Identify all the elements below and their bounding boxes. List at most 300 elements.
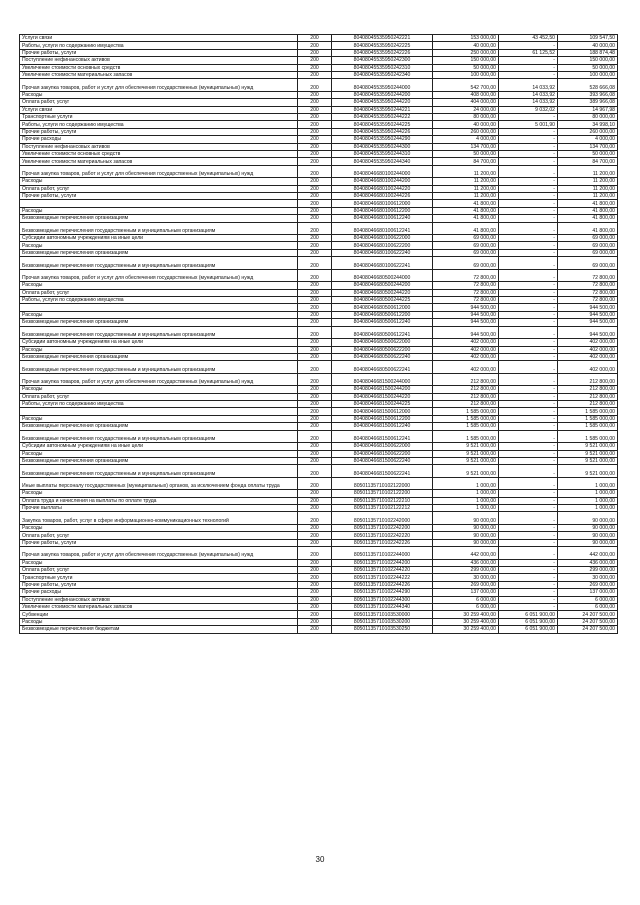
row-line-code: 200 [298, 249, 332, 256]
row-remaining-amount: 402 000,00 [558, 346, 618, 353]
row-remaining-amount: 24 207 500,00 [558, 626, 618, 633]
table-row [20, 91, 618, 98]
row-approved-amount: 40 000,00 [433, 42, 499, 49]
row-name: Увеличение стоимости материальных запасов [20, 603, 298, 610]
row-approved-amount: 80 000,00 [433, 114, 499, 121]
row-budget-code: 80501135710102122200 [332, 490, 433, 497]
row-budget-code: 80408046680100612200 [332, 207, 433, 214]
table-row [20, 524, 618, 531]
row-executed-amount: - [499, 547, 558, 560]
table-row [20, 35, 618, 42]
table-row [20, 505, 618, 512]
table-row [20, 618, 618, 625]
row-approved-amount: 1 585 000,00 [433, 430, 499, 443]
table-row [20, 282, 618, 289]
row-approved-amount: 11 200,00 [433, 165, 499, 178]
row-approved-amount: 100 000,00 [433, 71, 499, 78]
table-row [20, 193, 618, 200]
row-remaining-amount: 90 000,00 [558, 532, 618, 539]
row-line-code: 200 [298, 497, 332, 504]
budget-table-body [20, 35, 618, 634]
row-remaining-amount: 137 000,00 [558, 589, 618, 596]
row-budget-code: 80408045535950244000 [332, 79, 433, 92]
table-row [20, 346, 618, 353]
row-line-code: 200 [298, 581, 332, 588]
row-budget-code: 80501135710102244000 [332, 547, 433, 560]
row-name: Безвозмездные перечисления государственным и муниципальным организациям [20, 326, 298, 339]
row-approved-amount: 212 800,00 [433, 401, 499, 408]
table-row [20, 512, 618, 525]
row-line-code: 200 [298, 49, 332, 56]
row-executed-amount: - [499, 401, 558, 408]
table-row [20, 106, 618, 113]
row-name: Прочие работы, услуги [20, 539, 298, 546]
row-executed-amount: - [499, 574, 558, 581]
row-name [20, 408, 298, 415]
row-remaining-amount: 90 000,00 [558, 512, 618, 525]
row-line-code: 200 [298, 524, 332, 531]
row-executed-amount: - [499, 505, 558, 512]
row-remaining-amount: 212 800,00 [558, 373, 618, 386]
row-remaining-amount: 1 000,00 [558, 505, 618, 512]
table-row [20, 297, 618, 304]
row-line-code: 200 [298, 505, 332, 512]
row-executed-amount: - [499, 415, 558, 422]
row-remaining-amount: 1 585 000,00 [558, 423, 618, 430]
row-remaining-amount: 41 800,00 [558, 215, 618, 222]
table-row [20, 207, 618, 214]
row-budget-code: 80408046680500612000 [332, 304, 433, 311]
table-row [20, 490, 618, 497]
row-remaining-amount: 6 000,00 [558, 603, 618, 610]
row-name: Поступление нефинансовых активов [20, 57, 298, 64]
row-name: Увеличение стоимости материальных запасов [20, 71, 298, 78]
row-remaining-amount: 134 700,00 [558, 143, 618, 150]
row-approved-amount: 30 259 400,00 [433, 626, 499, 633]
row-remaining-amount: 402 000,00 [558, 361, 618, 374]
row-executed-amount: 43 452,50 [499, 35, 558, 42]
row-name: Прочие работы, услуги [20, 128, 298, 135]
row-budget-code: 80408046681500244220 [332, 393, 433, 400]
row-line-code: 200 [298, 353, 332, 360]
row-line-code: 200 [298, 574, 332, 581]
table-row [20, 319, 618, 326]
row-remaining-amount: 1 000,00 [558, 497, 618, 504]
row-executed-amount: - [499, 143, 558, 150]
row-budget-code: 80408046681500612000 [332, 408, 433, 415]
table-row [20, 42, 618, 49]
row-line-code: 200 [298, 415, 332, 422]
row-budget-code: 80408045535950244222 [332, 114, 433, 121]
row-remaining-amount: 4 000,00 [558, 136, 618, 143]
row-line-code: 200 [298, 618, 332, 625]
row-name: Безвозмездные перечисления организациям [20, 319, 298, 326]
row-approved-amount: 212 800,00 [433, 386, 499, 393]
row-approved-amount: 41 800,00 [433, 215, 499, 222]
row-line-code: 200 [298, 319, 332, 326]
row-budget-code: 80408046680500622000 [332, 339, 433, 346]
row-executed-amount: 6 051 900,00 [499, 618, 558, 625]
row-executed-amount: - [499, 524, 558, 531]
row-name [20, 304, 298, 311]
table-row [20, 57, 618, 64]
table-row [20, 353, 618, 360]
row-budget-code: 80408045535950244225 [332, 121, 433, 128]
row-executed-amount: - [499, 257, 558, 270]
row-budget-code: 80501135710102244226 [332, 581, 433, 588]
row-approved-amount: 9 521 000,00 [433, 457, 499, 464]
row-approved-amount: 542 700,00 [433, 79, 499, 92]
row-approved-amount: 30 000,00 [433, 574, 499, 581]
table-row [20, 574, 618, 581]
row-approved-amount: 69 000,00 [433, 242, 499, 249]
row-remaining-amount: 11 200,00 [558, 185, 618, 192]
row-approved-amount: 404 000,00 [433, 99, 499, 106]
row-executed-amount: - [499, 150, 558, 157]
row-remaining-amount: 442 000,00 [558, 547, 618, 560]
table-row [20, 393, 618, 400]
row-executed-amount: - [499, 346, 558, 353]
row-name: Расходы [20, 450, 298, 457]
table-row [20, 465, 618, 478]
row-budget-code: 80501135710102244200 [332, 559, 433, 566]
row-name: Безвозмездные перечисления государственным и муниципальным организациям [20, 465, 298, 478]
table-row [20, 257, 618, 270]
row-executed-amount: - [499, 596, 558, 603]
row-executed-amount: 14 033,92 [499, 79, 558, 92]
row-executed-amount: - [499, 304, 558, 311]
row-remaining-amount: 436 000,00 [558, 559, 618, 566]
row-name: Расходы [20, 524, 298, 531]
row-line-code: 200 [298, 165, 332, 178]
row-budget-code: 80408045535950242225 [332, 42, 433, 49]
row-approved-amount: 6 000,00 [433, 596, 499, 603]
row-budget-code: 80408045535950244220 [332, 99, 433, 106]
row-budget-code: 80501135710102244222 [332, 574, 433, 581]
row-remaining-amount: 34 998,10 [558, 121, 618, 128]
row-executed-amount: - [499, 249, 558, 256]
row-executed-amount: - [499, 465, 558, 478]
row-name: Расходы [20, 559, 298, 566]
row-approved-amount: 944 500,00 [433, 304, 499, 311]
row-name: Безвозмездные перечисления организациям [20, 215, 298, 222]
row-line-code: 200 [298, 346, 332, 353]
row-executed-amount: - [499, 532, 558, 539]
row-budget-code: 80408046680100622240 [332, 249, 433, 256]
row-executed-amount: - [499, 200, 558, 207]
row-remaining-amount: 11 200,00 [558, 165, 618, 178]
row-remaining-amount: 6 000,00 [558, 596, 618, 603]
row-line-code: 200 [298, 35, 332, 42]
row-approved-amount: 50 000,00 [433, 150, 499, 157]
row-approved-amount: 72 800,00 [433, 282, 499, 289]
table-row [20, 539, 618, 546]
table-row [20, 121, 618, 128]
row-line-code: 200 [298, 477, 332, 490]
row-name: Безвозмездные перечисления организациям [20, 249, 298, 256]
table-row [20, 430, 618, 443]
row-executed-amount: - [499, 282, 558, 289]
row-name: Безвозмездные перечисления организациям [20, 423, 298, 430]
row-line-code: 200 [298, 235, 332, 242]
row-name: Оплата работ, услуг [20, 567, 298, 574]
row-budget-code: 80408046681500244225 [332, 401, 433, 408]
row-remaining-amount: 393 966,08 [558, 91, 618, 98]
row-remaining-amount: 72 800,00 [558, 289, 618, 296]
row-executed-amount: - [499, 215, 558, 222]
row-line-code: 200 [298, 596, 332, 603]
row-line-code: 200 [298, 361, 332, 374]
table-row [20, 386, 618, 393]
row-approved-amount: 30 259 400,00 [433, 618, 499, 625]
table-row [20, 242, 618, 249]
row-executed-amount: - [499, 423, 558, 430]
table-row [20, 401, 618, 408]
row-line-code: 200 [298, 559, 332, 566]
row-line-code: 200 [298, 532, 332, 539]
row-name: Безвозмездные перечисления бюджетам [20, 626, 298, 633]
row-line-code: 200 [298, 490, 332, 497]
row-approved-amount: 134 700,00 [433, 143, 499, 150]
row-line-code: 200 [298, 408, 332, 415]
row-line-code: 200 [298, 207, 332, 214]
row-executed-amount: - [499, 373, 558, 386]
row-name: Субсидии автономным учреждениям на иные цели [20, 443, 298, 450]
row-approved-amount: 84 700,00 [433, 158, 499, 165]
row-approved-amount: 944 500,00 [433, 319, 499, 326]
row-name: Работы, услуги по содержанию имущества [20, 297, 298, 304]
table-row [20, 150, 618, 157]
row-approved-amount: 72 800,00 [433, 269, 499, 282]
row-remaining-amount: 9 521 000,00 [558, 450, 618, 457]
table-row [20, 158, 618, 165]
row-executed-amount: - [499, 443, 558, 450]
row-line-code: 200 [298, 200, 332, 207]
row-name: Прочая закупка товаров, работ и услуг для обеспечения государственных (муниципальных) нужд [20, 165, 298, 178]
row-approved-amount: 41 800,00 [433, 207, 499, 214]
row-remaining-amount: 150 000,00 [558, 57, 618, 64]
row-remaining-amount: 944 500,00 [558, 326, 618, 339]
row-approved-amount: 153 000,00 [433, 35, 499, 42]
row-name: Оплата работ, услуг [20, 532, 298, 539]
table-row [20, 311, 618, 318]
row-name: Расходы [20, 311, 298, 318]
table-row [20, 361, 618, 374]
table-row [20, 114, 618, 121]
row-approved-amount: 50 000,00 [433, 64, 499, 71]
row-approved-amount: 436 000,00 [433, 559, 499, 566]
row-line-code: 200 [298, 443, 332, 450]
row-executed-amount: - [499, 136, 558, 143]
row-name: Безвозмездные перечисления государственным и муниципальным организациям [20, 222, 298, 235]
row-approved-amount: 9 521 000,00 [433, 465, 499, 478]
table-row [20, 415, 618, 422]
row-executed-amount: - [499, 289, 558, 296]
row-name: Прочая закупка товаров, работ и услуг для обеспечения государственных (муниципальных) нужд [20, 547, 298, 560]
row-line-code: 200 [298, 289, 332, 296]
budget-execution-table-page [19, 34, 617, 634]
row-name: Расходы [20, 415, 298, 422]
row-approved-amount: 402 000,00 [433, 339, 499, 346]
table-row [20, 626, 618, 633]
table-row [20, 136, 618, 143]
row-budget-code: 80408046681500612241 [332, 430, 433, 443]
row-budget-code: 80408045535950242221 [332, 35, 433, 42]
row-executed-amount: 6 051 900,00 [499, 626, 558, 633]
row-budget-code: 80408045535950244200 [332, 91, 433, 98]
row-executed-amount: - [499, 497, 558, 504]
row-approved-amount: 1 585 000,00 [433, 415, 499, 422]
row-executed-amount: - [499, 603, 558, 610]
row-remaining-amount: 90 000,00 [558, 524, 618, 531]
row-budget-code: 80408046680100622000 [332, 235, 433, 242]
row-remaining-amount: 84 700,00 [558, 158, 618, 165]
row-name: Прочая закупка товаров, работ и услуг для обеспечения государственных (муниципальных) нужд [20, 79, 298, 92]
table-row [20, 178, 618, 185]
row-budget-code: 80408046680100244000 [332, 165, 433, 178]
row-name: Поступление нефинансовых активов [20, 596, 298, 603]
row-approved-amount: 408 000,00 [433, 91, 499, 98]
row-approved-amount: 402 000,00 [433, 361, 499, 374]
row-approved-amount: 1 000,00 [433, 497, 499, 504]
row-remaining-amount: 402 000,00 [558, 339, 618, 346]
row-approved-amount: 1 000,00 [433, 505, 499, 512]
row-budget-code: 80408046680100612241 [332, 222, 433, 235]
row-executed-amount: - [499, 114, 558, 121]
row-line-code: 200 [298, 373, 332, 386]
row-budget-code: 80408046680100244220 [332, 185, 433, 192]
row-budget-code: 80501135710102122000 [332, 477, 433, 490]
row-name: Увеличение стоимости материальных запасов [20, 158, 298, 165]
row-executed-amount: - [499, 353, 558, 360]
row-approved-amount: 72 800,00 [433, 297, 499, 304]
row-budget-code: 80408046680500244000 [332, 269, 433, 282]
row-budget-code: 80408046681500622000 [332, 443, 433, 450]
row-name: Субсидии автономным учреждениям на иные цели [20, 235, 298, 242]
row-line-code: 200 [298, 193, 332, 200]
row-line-code: 200 [298, 457, 332, 464]
row-remaining-amount: 299 000,00 [558, 567, 618, 574]
row-line-code: 200 [298, 297, 332, 304]
row-remaining-amount: 72 800,00 [558, 282, 618, 289]
row-budget-code: 80501135710102244300 [332, 596, 433, 603]
row-approved-amount: 944 500,00 [433, 326, 499, 339]
row-remaining-amount: 1 000,00 [558, 477, 618, 490]
row-executed-amount: - [499, 207, 558, 214]
row-name: Расходы [20, 178, 298, 185]
table-row [20, 49, 618, 56]
row-approved-amount: 90 000,00 [433, 539, 499, 546]
row-executed-amount: - [499, 581, 558, 588]
row-budget-code: 80501135710103530200 [332, 618, 433, 625]
row-budget-code: 80501135710103530250 [332, 626, 433, 633]
row-approved-amount: 90 000,00 [433, 524, 499, 531]
row-name: Оплата работ, услуг [20, 99, 298, 106]
row-remaining-amount: 100 000,00 [558, 71, 618, 78]
row-budget-code: 80408045535950242340 [332, 71, 433, 78]
row-line-code: 200 [298, 150, 332, 157]
row-name: Услуги связи [20, 35, 298, 42]
row-line-code: 200 [298, 215, 332, 222]
row-line-code: 200 [298, 158, 332, 165]
row-executed-amount: - [499, 457, 558, 464]
table-row [20, 443, 618, 450]
row-approved-amount: 41 800,00 [433, 222, 499, 235]
row-name: Прочие работы, услуги [20, 49, 298, 56]
table-row [20, 497, 618, 504]
row-approved-amount: 41 800,00 [433, 200, 499, 207]
row-remaining-amount: 269 000,00 [558, 581, 618, 588]
table-row [20, 289, 618, 296]
row-executed-amount: - [499, 42, 558, 49]
row-approved-amount: 69 000,00 [433, 235, 499, 242]
row-line-code: 200 [298, 311, 332, 318]
row-approved-amount: 11 200,00 [433, 185, 499, 192]
table-row [20, 64, 618, 71]
row-executed-amount: - [499, 450, 558, 457]
row-name: Закупка товаров, работ, услуг в сфере информационно-коммуникационных технологий [20, 512, 298, 525]
row-line-code: 200 [298, 386, 332, 393]
row-executed-amount: - [499, 361, 558, 374]
row-name: Расходы [20, 91, 298, 98]
row-name: Безвозмездные перечисления государственным и муниципальным организациям [20, 257, 298, 270]
row-executed-amount: 9 032,02 [499, 106, 558, 113]
row-budget-code: 80408045535950244221 [332, 106, 433, 113]
row-executed-amount: - [499, 430, 558, 443]
table-row [20, 99, 618, 106]
row-executed-amount: 14 033,92 [499, 99, 558, 106]
row-remaining-amount: 212 800,00 [558, 393, 618, 400]
row-budget-code: 80408046680100612240 [332, 215, 433, 222]
row-executed-amount: - [499, 512, 558, 525]
row-line-code: 200 [298, 222, 332, 235]
row-budget-code: 80408046680500622241 [332, 361, 433, 374]
table-row [20, 423, 618, 430]
row-approved-amount: 1 585 000,00 [433, 423, 499, 430]
row-remaining-amount: 109 547,50 [558, 35, 618, 42]
row-executed-amount: - [499, 235, 558, 242]
row-remaining-amount: 24 207 500,00 [558, 611, 618, 618]
row-remaining-amount: 1 585 000,00 [558, 430, 618, 443]
row-remaining-amount: 188 874,48 [558, 49, 618, 56]
row-approved-amount: 150 000,00 [433, 57, 499, 64]
row-line-code: 200 [298, 401, 332, 408]
row-executed-amount: - [499, 393, 558, 400]
table-row [20, 567, 618, 574]
row-name: Работы, услуги по содержанию имущества [20, 42, 298, 49]
row-approved-amount: 69 000,00 [433, 249, 499, 256]
row-approved-amount: 30 259 400,00 [433, 611, 499, 618]
row-line-code: 200 [298, 547, 332, 560]
table-row [20, 477, 618, 490]
row-approved-amount: 9 521 000,00 [433, 443, 499, 450]
row-line-code: 200 [298, 430, 332, 443]
row-line-code: 200 [298, 114, 332, 121]
row-line-code: 200 [298, 589, 332, 596]
row-approved-amount: 212 800,00 [433, 393, 499, 400]
row-budget-code: 80408046680500244225 [332, 297, 433, 304]
row-name: Расходы [20, 490, 298, 497]
table-row [20, 304, 618, 311]
row-line-code: 200 [298, 512, 332, 525]
row-budget-code: 80501135710102244290 [332, 589, 433, 596]
table-row [20, 128, 618, 135]
row-budget-code: 80408046681500612240 [332, 423, 433, 430]
row-remaining-amount: 944 500,00 [558, 311, 618, 318]
row-name: Прочая закупка товаров, работ и услуг для обеспечения государственных (муниципальных) нужд [20, 373, 298, 386]
row-executed-amount: - [499, 490, 558, 497]
row-executed-amount: - [499, 311, 558, 318]
